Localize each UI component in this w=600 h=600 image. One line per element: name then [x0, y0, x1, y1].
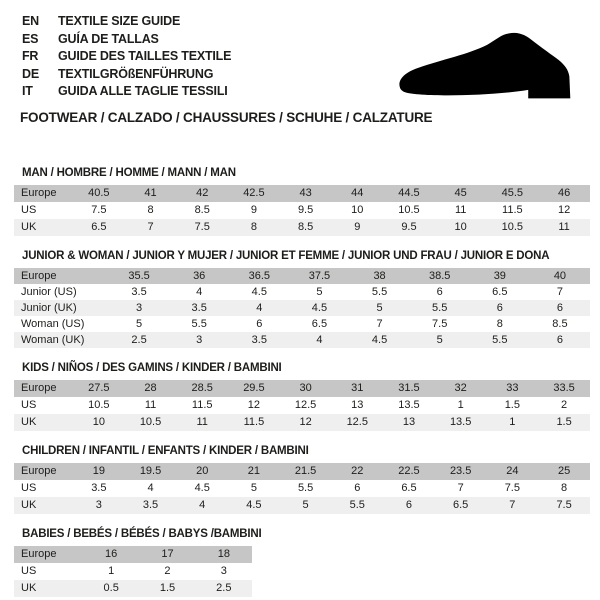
- size-cell: 6.5: [91, 221, 107, 233]
- size-cell: 11: [558, 221, 570, 233]
- size-row: [14, 284, 590, 300]
- size-cell: 33.5: [553, 382, 575, 394]
- size-cell: 6: [556, 333, 563, 346]
- size-cell: 9.5: [401, 221, 417, 233]
- size-cell: 28.5: [191, 382, 213, 394]
- size-cell: 7.5: [556, 499, 572, 511]
- size-cell: 4: [256, 301, 263, 314]
- size-cell: 13: [402, 416, 416, 428]
- size-cell: 7: [556, 285, 563, 298]
- size-cell: 2: [561, 399, 568, 411]
- size-cell: 3.5: [91, 482, 107, 494]
- size-cell: 5: [376, 301, 383, 314]
- row-label: UK: [21, 221, 37, 233]
- size-cell: 39: [493, 269, 506, 282]
- size-cell: 12: [299, 416, 312, 428]
- size-cell: 44: [351, 187, 364, 199]
- size-header-row: [14, 185, 590, 202]
- size-row: [14, 316, 590, 332]
- size-cell: 3.5: [251, 333, 267, 346]
- size-cell: 13.5: [398, 399, 420, 411]
- size-cell: 19: [92, 465, 105, 477]
- size-cell: 12.5: [294, 399, 317, 411]
- row-label: US: [21, 399, 37, 411]
- size-cell: 31: [351, 382, 364, 394]
- size-cell: 43: [299, 187, 312, 199]
- size-cell: 5.5: [371, 285, 388, 298]
- size-cell: 42: [196, 187, 209, 199]
- row-label: Woman (US): [21, 317, 85, 330]
- size-cell: 3: [136, 301, 143, 314]
- lang-title: GUÍA DE TALLAS: [58, 31, 159, 46]
- size-cell: 10.5: [501, 221, 524, 233]
- size-row: [14, 202, 590, 219]
- size-row: [14, 563, 252, 580]
- size-cell: 9: [354, 221, 361, 233]
- size-cell: 6: [405, 499, 413, 511]
- size-cell: 3: [196, 333, 203, 346]
- size-header-row: [14, 268, 590, 284]
- size-cell: 5: [436, 333, 443, 346]
- lang-title: GUIDE DES TAILLES TEXTILE: [58, 49, 232, 63]
- size-cell: 30: [299, 382, 312, 394]
- size-header-row: [14, 380, 590, 397]
- size-cell: 6: [256, 317, 263, 330]
- size-section-man: [0, 167, 600, 236]
- size-cell: 8: [496, 317, 503, 330]
- size-cell: 10.5: [139, 416, 162, 428]
- size-row: [14, 414, 590, 431]
- size-row: [14, 580, 252, 597]
- size-row: [14, 480, 590, 497]
- size-cell: 40.5: [88, 187, 110, 199]
- size-cell: 16: [105, 548, 118, 560]
- lang-title: TEXTILE SIZE GUIDE: [58, 14, 181, 28]
- size-row: [14, 332, 590, 348]
- size-cell: 6.5: [453, 499, 469, 511]
- size-cell: 5.5: [432, 301, 448, 314]
- size-cell: 4.5: [194, 482, 210, 494]
- size-cell: 21: [247, 465, 261, 477]
- row-label: Europe: [21, 465, 57, 477]
- size-cell: 40: [553, 269, 567, 282]
- size-cell: 37.5: [308, 269, 331, 282]
- size-cell: 19.5: [139, 465, 162, 477]
- size-cell: 3.5: [131, 285, 147, 298]
- size-cell: 3.5: [142, 499, 159, 511]
- size-cell: 42.5: [243, 187, 265, 199]
- size-cell: 2.5: [131, 333, 147, 346]
- size-cell: 4.5: [371, 333, 388, 346]
- size-cell: 29.5: [243, 382, 265, 394]
- size-cell: 5.5: [349, 499, 365, 511]
- size-cell: 6: [436, 285, 443, 298]
- size-cell: 6: [556, 301, 563, 314]
- size-cell: 38: [373, 269, 386, 282]
- size-cell: 18: [217, 548, 230, 560]
- size-cell: 5.5: [492, 333, 508, 346]
- size-row: [14, 497, 590, 514]
- size-cell: 45: [454, 187, 467, 199]
- row-label: Europe: [21, 269, 57, 282]
- size-row: [14, 219, 590, 236]
- size-cell: 36.5: [248, 269, 271, 282]
- size-cell: 11: [144, 399, 157, 411]
- size-cell: 1: [509, 416, 516, 428]
- size-cell: 9: [250, 204, 257, 216]
- size-cell: 1: [108, 565, 115, 577]
- size-cell: 5.5: [297, 482, 314, 494]
- size-row: [14, 397, 590, 414]
- size-cell: 3: [95, 499, 102, 511]
- row-label: UK: [21, 582, 37, 594]
- lang-code: ES: [22, 31, 39, 46]
- size-cell: 6: [354, 482, 361, 494]
- size-cell: 1.5: [556, 416, 572, 428]
- size-cell: 21.5: [294, 465, 317, 477]
- size-cell: 22: [351, 465, 364, 477]
- lang-title: GUIDA ALLE TAGLIE TESSILI: [58, 84, 228, 98]
- size-cell: 7: [147, 221, 154, 233]
- size-cell: 7.5: [91, 204, 107, 216]
- row-label: Junior (UK): [21, 301, 77, 314]
- size-cell: 36: [193, 269, 206, 282]
- size-cell: 22.5: [398, 465, 420, 477]
- size-cell: 4: [199, 499, 206, 511]
- size-tables: [0, 167, 600, 597]
- size-cell: 4.5: [251, 285, 267, 298]
- lang-code: DE: [22, 66, 39, 81]
- size-table-children: [14, 463, 590, 514]
- size-cell: 10: [92, 416, 105, 428]
- size-cell: 7: [457, 482, 464, 494]
- row-label: US: [21, 482, 37, 494]
- size-cell: 45.5: [501, 187, 524, 199]
- size-cell: 4.5: [246, 499, 262, 511]
- size-cell: 32: [454, 382, 467, 394]
- size-cell: 6.5: [492, 285, 508, 298]
- size-cell: 11.5: [502, 204, 523, 216]
- size-table-man: [14, 185, 590, 236]
- row-label: Woman (UK): [21, 333, 85, 346]
- row-label: Junior (US): [21, 285, 77, 298]
- size-table-kids: [14, 380, 590, 431]
- size-cell: 28: [144, 382, 157, 394]
- size-table-junior-woman: [14, 268, 590, 348]
- size-cell: 4: [316, 333, 323, 346]
- size-cell: 7.5: [432, 317, 448, 330]
- size-cell: 1.5: [159, 582, 176, 594]
- row-label: Europe: [21, 382, 57, 394]
- size-cell: 12: [557, 204, 571, 216]
- size-cell: 11: [454, 204, 467, 216]
- table-title-man: MAN / HOMBRE / HOMME / MANN / MAN: [22, 166, 236, 179]
- size-section-junior-woman: [0, 250, 600, 348]
- size-cell: 1.5: [504, 399, 520, 411]
- row-label: Europe: [21, 187, 57, 199]
- size-cell: 13.5: [449, 416, 472, 428]
- lang-code: EN: [22, 14, 39, 28]
- size-section-children: [0, 445, 600, 514]
- size-cell: 7: [509, 499, 516, 511]
- lang-title: TEXTILGRÖßENFÜHRUNG: [58, 66, 214, 81]
- row-label: US: [21, 204, 37, 216]
- size-cell: 8.5: [297, 221, 314, 233]
- size-cell: 11.5: [243, 416, 265, 428]
- size-cell: 1: [457, 399, 464, 411]
- size-cell: 5: [302, 499, 309, 511]
- size-cell: 7.5: [194, 221, 210, 233]
- size-header-row: [14, 546, 252, 563]
- table-title-children: CHILDREN / INFANTIL / ENFANTS / KINDER / BAMBINI: [22, 444, 309, 457]
- row-label: UK: [21, 416, 37, 428]
- size-cell: 41: [144, 187, 157, 199]
- size-cell: 8: [250, 221, 257, 233]
- size-cell: 5: [136, 317, 143, 330]
- table-title-kids: KIDS / NIÑOS / DES GAMINS / KINDER / BAMBINI: [22, 361, 282, 374]
- size-cell: 10.5: [88, 399, 110, 411]
- size-cell: 38.5: [428, 269, 451, 282]
- size-cell: 12.5: [346, 416, 368, 428]
- size-cell: 9.5: [297, 204, 314, 216]
- size-cell: 44.5: [398, 187, 420, 199]
- size-cell: 17: [161, 548, 174, 560]
- size-table-babies: [14, 546, 252, 597]
- size-cell: 5: [316, 285, 323, 298]
- size-cell: 10: [351, 204, 364, 216]
- size-cell: 8: [561, 482, 568, 494]
- size-section-kids: [0, 362, 600, 431]
- size-cell: 11.5: [191, 399, 213, 411]
- size-cell: 0.5: [103, 582, 119, 594]
- size-cell: 23.5: [449, 465, 472, 477]
- size-cell: 7: [376, 317, 383, 330]
- size-cell: 4: [147, 482, 154, 494]
- size-cell: 25: [557, 465, 571, 477]
- size-cell: 6: [496, 301, 503, 314]
- size-cell: 12: [247, 399, 261, 411]
- size-cell: 4: [196, 285, 203, 298]
- row-label: Europe: [21, 548, 57, 560]
- size-cell: 5.5: [191, 317, 207, 330]
- size-cell: 35.5: [128, 269, 150, 282]
- size-cell: 10.5: [398, 204, 420, 216]
- size-cell: 10: [454, 221, 467, 233]
- size-cell: 20: [196, 465, 209, 477]
- size-cell: 8.5: [552, 317, 568, 330]
- size-cell: 7.5: [504, 482, 520, 494]
- lang-code: FR: [22, 49, 39, 63]
- size-header-row: [14, 463, 590, 480]
- size-cell: 5: [250, 482, 257, 494]
- size-row: [14, 300, 590, 316]
- size-cell: 8: [147, 204, 154, 216]
- size-cell: 13: [351, 399, 364, 411]
- size-cell: 31.5: [398, 382, 420, 394]
- size-cell: 27.5: [88, 382, 110, 394]
- lang-code: IT: [22, 84, 33, 98]
- size-cell: 2: [164, 565, 171, 577]
- size-cell: 11: [196, 416, 208, 428]
- category-heading: FOOTWEAR / CALZADO / CHAUSSURES / SCHUHE / CALZATURE: [20, 109, 433, 125]
- header: [0, 0, 600, 125]
- size-cell: 24: [506, 465, 519, 477]
- size-section-babies: [0, 528, 600, 597]
- row-label: US: [21, 565, 37, 577]
- shoe-icon: [393, 20, 585, 108]
- size-cell: 46: [557, 187, 571, 199]
- size-cell: 2.5: [216, 582, 232, 594]
- size-cell: 8.5: [194, 204, 210, 216]
- size-cell: 6.5: [311, 317, 328, 330]
- size-cell: 4.5: [311, 301, 328, 314]
- table-title-junior-woman: JUNIOR & WOMAN / JUNIOR Y MUJER / JUNIOR ET FEMME / JUNIOR UND FRAU / JUNIOR E DONA: [22, 249, 550, 262]
- size-cell: 6.5: [401, 482, 417, 494]
- size-cell: 3: [220, 565, 227, 577]
- table-title-babies: BABIES / BEBÉS / BÉBÉS / BABYS /BAMBINI: [22, 527, 262, 540]
- size-cell: 3.5: [191, 301, 207, 314]
- row-label: UK: [21, 499, 37, 511]
- size-cell: 33: [506, 382, 519, 394]
